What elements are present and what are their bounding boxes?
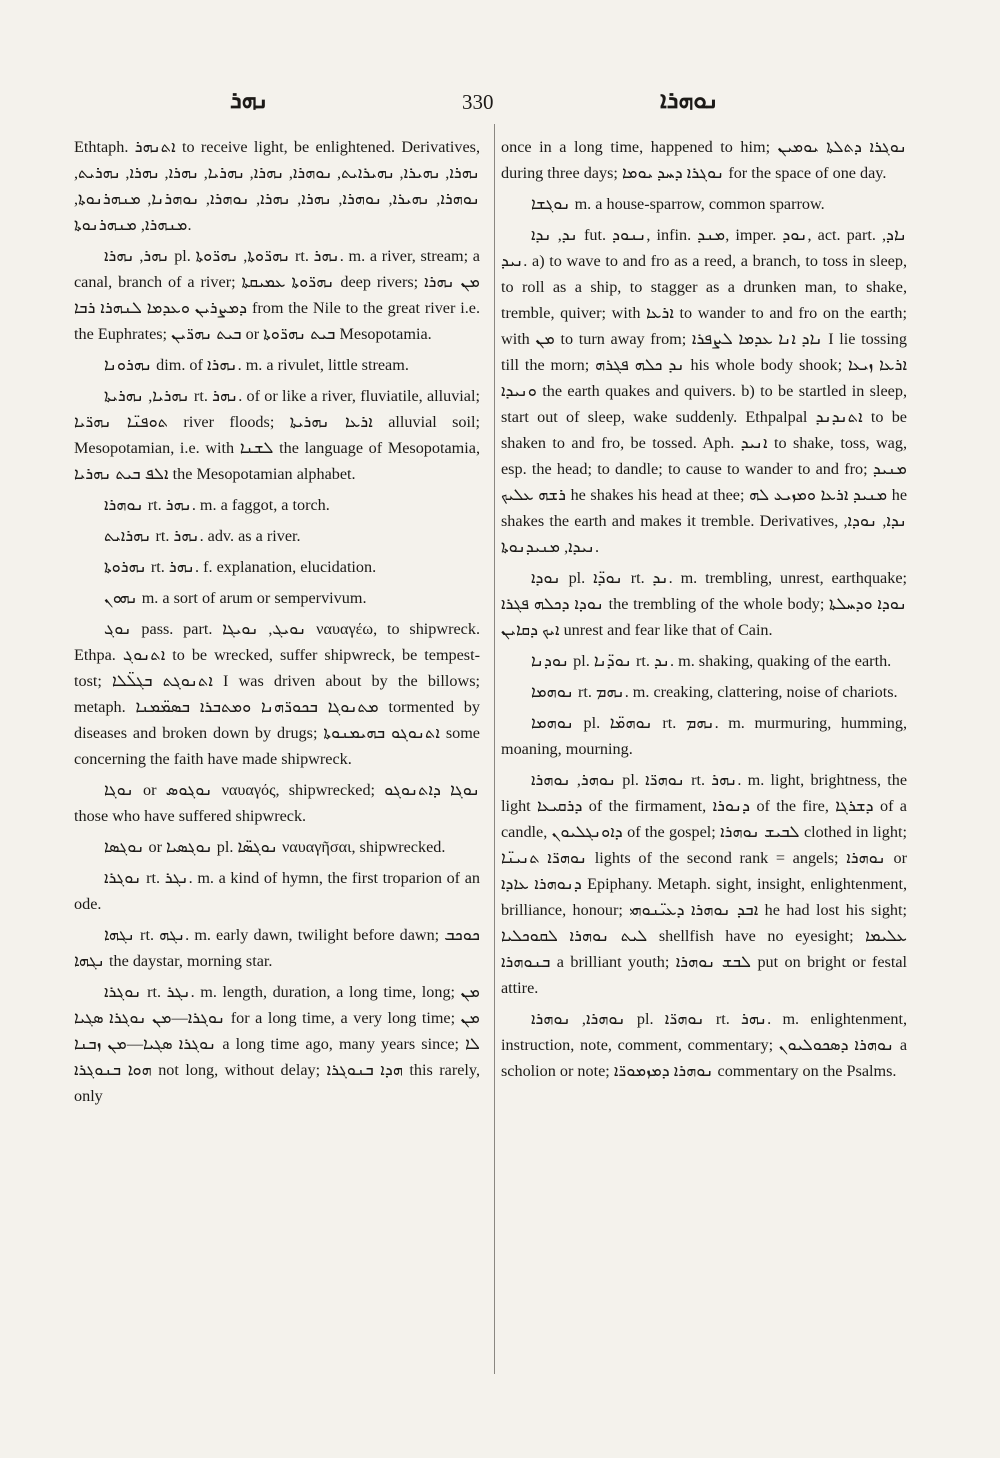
dictionary-entry: ܢܘܓܣܐ or ܢܘܓܣܝܐ pl. ܢܘܓܣ̈ܐ ναυαγῆσαι, shipwrecked.	[104, 838, 446, 856]
dictionary-entry: ܢܗܪܘܢܐ dim. of ܢܗܪܐ. m. a rivulet, little stream.	[104, 356, 409, 374]
right-column	[501, 134, 907, 1089]
right-headword: ܢܘܗܪܐ	[660, 88, 719, 114]
dictionary-entry: ܢܘܗܪܐ, ܢܘܗܪܐ pl. ܢܘܗܪ̈ܐ rt. ܢܗܪ. m. enlightenment, instruction, note, comment, commentary; ܢܘܗܪܐ ܕܣܟܘܠܝܘܢ a scholion or note; ܢܘܗܪܐ ܕܡܙܡܘܪ̈ܐ commentary on the Psalms.	[501, 1010, 908, 1080]
dictionary-entry: ܢܘܗܪܐ rt. ܢܗܪ. m. a faggot, a torch.	[104, 496, 330, 514]
dictionary-entry: ܢܗܪܝܐ, ܢܗܪܝܬܐ rt. ܢܗܪ. of or like a river, fluviatile, alluvial; ܬܘܦܢ̈ܐ ܢܗܪ̈ܝܐ river floods; ܐܪܥܐ ܢܗܪܝܬܐ alluvial soil; Mesopotamian, i.e. with ܠܫܢܐ the language of Mesopotamia, ܐܠܦ ܒܝܬ ܢܗܪܝܐ the Mesopotamian alphabet.	[74, 387, 481, 483]
left-headword: ܢܗܪ	[230, 88, 269, 114]
page-number: 330	[462, 90, 494, 114]
dictionary-entry: ܢܓܗܐ rt. ܢܓܗ. m. early dawn, twilight before dawn; ܟܘܟܒ ܢܓܗܐ the daystar, morning star.	[74, 926, 480, 970]
dictionary-entry: ܢܘܗܡܐ pl. ܢܘܗܡ̈ܐ rt. ܢܗܡ. m. murmuring, humming, moaning, mourning.	[501, 714, 908, 758]
dictionary-entry: ܢܘܕܐ pl. ܢܘܕ̈ܐ rt. ܢܕ. m. trembling, unrest, earthquake; ܢܘܕܐ ܕܟܠܗ ܦܓܪܐ the trembling of the whole body; ܢܘܕܐ ܘܕܚܠܬܐ ܐܝܟ ܕܩܐܝܢ unrest and fear like that of Cain.	[501, 569, 908, 639]
column-divider	[494, 124, 495, 1374]
dictionary-entry: ܢܘܓ pass. part. ܢܘܝܓ, ܢܘܝܓܐ ναυαγέω, to shipwreck. Ethpa. ܐܬܢܘܓ to be wrecked, suffer shipwreck, be tempest-tost; ܐܬܢܘܓܬ ܒܓܠ̈ܠܐ I was driven about by the billows; metaph. ܡܬܢܘܓܐ ܒܟܘܪ̈ܗܢܐ ܘܡܬܒܪܐ ܒܣܡ̈ܡܢܐ tormented by diseases and broken down by drugs; ܐܬܢܘܓܘ ܒܗܝܡܢܘܬܐ some concerning the faith have made shipwreck.	[74, 620, 480, 768]
dictionary-entry: ܢܘܓܐ or ܢܘܓܘܣ ναυαγός, shipwrecked; ܢܘܓܐ ܕܐܬܢܘܓܘ those who have suffered shipwreck.	[74, 781, 480, 825]
dictionary-entry: Ethtaph. ܐܬܢܗܪ to receive light, be enlightened. Derivatives, ܢܗܪܐ, ܢܗܝܪܐ, ܢܗܝܪܐܝܬ, ܢܘܗܪܐ, ܢܗܪܐ, ܢܗܪܝܐ, ܢܗܪܐ, ܢܗܪܐ, ܢܗܪܝܬ, ܢܘܗܪܐ, ܢܗܝܪܐ, ܢܘܗܪܐ, ܢܗܪܐ, ܢܗܪܐ, ܢܘܗܪܐ, ܢܘܗܪܢܐ, ܡܢܗܪܢܘܬܐ, ܡܢܗܪܐ, ܡܢܗܪܢܘܬܐ.	[74, 138, 480, 234]
running-head	[0, 86, 1000, 120]
dictionary-entry: ܢܗܘܢ m. a sort of arum or sempervivum.	[104, 589, 367, 607]
left-column	[74, 134, 480, 1114]
dictionary-entry: ܢܘܕܢܐ pl. ܢܘܕ̈ܢܐ rt. ܢܕ. m. shaking, quaking of the earth.	[531, 652, 892, 670]
dictionary-entry: ܢܘܓܫܐ m. a house-sparrow, common sparrow.	[531, 195, 825, 213]
dictionary-entry: ܢܗܪܐܝܬ rt. ܢܗܪ. adv. as a river.	[104, 527, 301, 545]
dictionary-entry: ܢܘܗܡܐ rt. ܢܗܡ. m. creaking, clattering, noise of chariots.	[531, 683, 898, 701]
dictionary-entry: ܢܘܓܪܐ rt. ܢܓܪ. m. length, duration, a long time, long; ܡܢ ܢܘܓܪܐ—ܡܢ ܢܘܓܪܐ ܣܓܝܐ for a long time, a very long time; ܡܢ ܢܘܓܪܐ ܣܓܝܐ—ܡܢ ܙܒܢܐ a long time ago, many years since; ܠܐ ܗܘܐ ܒܢܘܓܪܐ not long, without delay; ܗܕܐ ܒܢܘܓܪܐ this rarely, only	[74, 983, 480, 1105]
dictionary-entry: once in a long time, happened to him; ܢܘܓܪܐ ܕܬܠܬܐ ܝܘܡܝܢ during three days; ܢܘܓܪܐ ܕܚܕ ܝܘܡܐ for the space of one day.	[501, 138, 907, 182]
dictionary-entry: ܢܗܪܘܬܐ rt. ܢܗܪ. f. explanation, elucidation.	[104, 558, 377, 576]
dictionary-entry: ܢܘܓܪܐ rt. ܢܓܪ. m. a kind of hymn, the first troparion of an ode.	[74, 869, 480, 913]
dictionary-entry: ܢܕ, ܢܕܐ fut. ܢܢܘܕ, infin. ܡܢܕ, imper. ܢܘܕ, act. part. ܢܐܕ, ܢܝܕ. a) to wave to and fro as a reed, a branch, to toss in sleep, to roll as a ship, to stagger as a drunken man, to shake, tremble, quiver; with ܐܪܥܐ to wander to and fro on the earth; with ܡܢ to turn away from; ܢܐܕ ܐܢܐ ܥܕܡܐ ܠܨܦܪܐ I lie tossing till the morn; ܢܕ ܟܠܗ ܦܓܪܗ his whole body shook; ܐܪܥܐ ܙܝܥܐ ܘܢܝܕܐ the earth quakes and quivers. b) to be startled in sleep, start out of sleep, wake suddenly. Ethpalpal ܐܬܢܕܢܕ to be shaken to and fro, be tossed. Aph. ܐܢܝܕ to shake, toss, wag, esp. the head; to dandle; to cause to wander to and fro; ܡܢܝܕ ܪܫܗ ܥܠܝܟ he shakes his head at thee; ܡܢܝܕ ܐܪܥܐ ܘܡܙܝܥ ܠܗ he shakes the earth and makes it tremble. Derivatives, ܢܕܐ, ܢܘܕܐ, ܢܝܕܐ, ܡܢܝܕܢܘܬܐ.	[501, 226, 908, 556]
dictionary-entry: ܢܗܪ, ܢܗܪܐ pl. ܢܗܪ̈ܘܬܐ, ܢܗܪ̈ܘܬܐ rt. ܢܗܪ. m. a river, stream; a canal, branch of a river; ܢܗܪ̈ܘܬܐ ܥܡܝܩܬܐ deep rivers; ܡܢ ܢܗܪܐ ܕܡܨܪܝܢ ܘܥܕܡܐ ܠܢܗܪܐ ܪܒܐ from the Nile to the great river i.e. the Euphrates; ܒܝܬ ܢܗܪ̈ܝܢ or ܒܝܬ ܢܗܪ̈ܘܬܐ Mesopotamia.	[74, 247, 480, 343]
dictionary-entry: ܢܘܗܪ, ܢܘܗܪܐ pl. ܢܘܗܪ̈ܐ rt. ܢܗܪ. m. light, brightness, the light ܕܪܩܝܥܐ of the firmament, ܕܢܘܪܐ of the fire, ܕܫܪܓܐ of a candle, ܕܐܘܢܓܠܝܘܢ of the gospel; ܠܒܝܫ ܢܘܗܪܐ clothed in light; ܢܘܗܪ̈ܐ ܬܢܝܢ̈ܐ lights of the second rank = angels; ܢܘܗܪܐ or ܕܢܘܗܪܐ ܥܐܕܐ Epiphany. Metaph. sight, insight, enlightenment, brilliance, honour; ܐܒܕ ܢܘܗܪܐ ܕܥܝ̈ܢܘܗܝ he had lost his sight; ܠܝܬ ܢܘܗܪܐ ܠܩܘܟܠܝܐ shellfish have no eyesight; ܥܠܝܡܐ ܒܢܘܗܪܐ a brilliant youth; ܠܒܫ ܢܘܗܪܐ put on bright or festal attire.	[501, 771, 908, 997]
